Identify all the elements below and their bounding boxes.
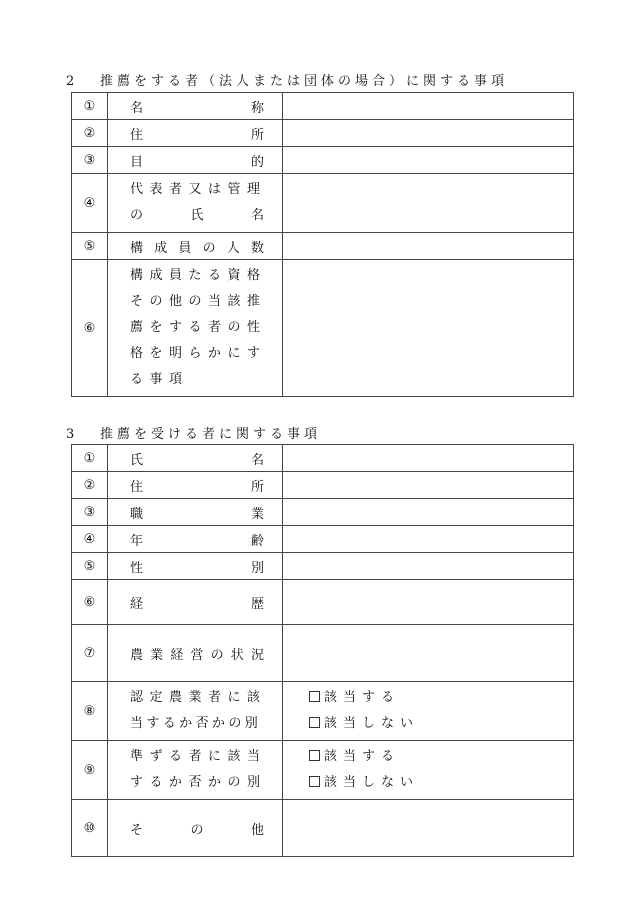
row-label [108,151,282,170]
entry-field[interactable] [283,800,574,857]
table-row [72,526,574,553]
row-number: ① [72,445,108,472]
label-char: 氏 [190,208,204,223]
row-number: ⑤ [72,553,108,580]
row-number: ③ [72,499,108,526]
table-row [72,580,574,625]
row-number: ⑥ [72,260,108,397]
checkbox-icon[interactable] [309,691,320,702]
table-row [72,260,574,397]
row-label [108,644,282,663]
row-number: ⑧ [72,682,108,741]
row-label-line: 薦をする者の性 [130,320,267,335]
table-row [72,625,574,682]
checkbox-icon[interactable] [309,776,320,787]
label-char: そ [130,822,144,838]
table-row [72,147,574,174]
row-label [108,476,282,495]
label-char: 人 [226,240,240,256]
table-row [72,472,574,499]
entry-field[interactable] [283,174,574,233]
label-char: 年 [130,533,144,549]
label-char: 他 [250,822,264,838]
row-number: ⑨ [72,741,108,800]
label-char: 業 [250,506,264,522]
label-char: の [190,822,204,838]
table-row [72,800,574,857]
label-char: 住 [130,127,144,143]
entry-field[interactable] [283,93,574,120]
label-char: 職 [130,506,144,522]
table-row [72,174,574,233]
label-char: 別 [250,560,264,576]
entry-field[interactable] [283,147,574,174]
row-number: ⑤ [72,233,108,260]
row-label [108,124,282,143]
entry-field[interactable] [283,499,574,526]
option-applicable[interactable] [309,685,573,711]
row-label-line: る事項 [130,372,189,387]
row-label-line: 格を明らかにす [130,346,267,361]
label-char: 況 [250,647,264,663]
section-3-number: 3 [66,427,75,442]
section-2-number: 2 [66,74,75,89]
label-char: 名 [250,208,264,223]
row-label-line: 代表者又は管理 [130,182,267,197]
row-label [108,593,282,612]
label-char: 称 [250,100,264,116]
section-2-heading [66,70,508,89]
row-label-line: 準ずる者に該当 [130,749,267,764]
option-label: 該当しない [324,716,420,731]
section-3-heading [66,423,321,442]
checkbox-icon[interactable] [309,750,320,761]
label-char: 農 [130,647,144,663]
label-char: 業 [150,647,164,663]
row-number: ④ [72,174,108,233]
label-char: 状 [230,647,244,663]
option-applicable[interactable] [309,744,573,770]
entry-field[interactable] [283,472,574,499]
entry-field[interactable] [283,625,574,682]
row-label [108,557,282,576]
row-number: ② [72,120,108,147]
row-number: ② [72,472,108,499]
row-label [108,819,282,838]
entry-field[interactable] [283,526,574,553]
label-char: 歴 [250,596,264,612]
entry-field[interactable] [283,580,574,625]
table-row [72,233,574,260]
row-label-line: 当するか否かの別 [130,716,262,731]
label-char: の [130,208,144,223]
option-not-applicable[interactable] [309,711,573,737]
entry-field[interactable] [283,233,574,260]
option-label: 該当する [324,749,401,764]
label-char: 名 [130,100,144,116]
label-char: の [202,240,216,256]
option-not-applicable[interactable] [309,770,573,796]
label-char: 目 [130,154,144,170]
checkbox-icon[interactable] [309,717,320,728]
recommender-table [71,92,574,397]
label-char: 所 [250,479,264,495]
label-char: 住 [130,479,144,495]
row-number: ⑦ [72,625,108,682]
row-label [108,530,282,549]
row-label-line: 認定農業者に該 [130,690,267,705]
row-label-line: 構成員たる資格 [130,268,267,283]
row-number: ① [72,93,108,120]
label-char: 的 [250,154,264,170]
label-char: 数 [250,240,264,256]
row-label-line: その他の当該推 [130,294,267,309]
row-number: ⑥ [72,580,108,625]
row-number: ④ [72,526,108,553]
table-row [72,93,574,120]
label-char: 営 [190,647,204,663]
table-row [72,682,574,741]
row-number: ⑩ [72,800,108,857]
row-label [108,503,282,522]
nominee-table [71,444,574,857]
option-label: 該当しない [324,775,420,790]
table-row [72,445,574,472]
table-row [72,120,574,147]
row-label-line [130,203,264,229]
label-char: 成 [154,240,168,256]
label-char: 名 [250,452,264,468]
label-char: 員 [178,240,192,256]
entry-field[interactable] [283,445,574,472]
section-2-title: 推薦をする者（法人または団体の場合）に関する事項 [100,74,509,89]
section-3-title: 推薦を受ける者に関する事項 [100,427,322,442]
row-number: ③ [72,147,108,174]
label-char: 所 [250,127,264,143]
table-row [72,553,574,580]
label-char: の [210,647,224,663]
row-label [108,97,282,116]
label-char: 氏 [130,452,144,468]
table-row [72,741,574,800]
entry-field[interactable] [283,120,574,147]
row-label [108,449,282,468]
table-row [72,499,574,526]
label-char: 構 [130,240,144,256]
label-char: 齢 [250,533,264,549]
label-char: 経 [130,596,144,612]
entry-field[interactable] [283,260,574,397]
label-char: 経 [170,647,184,663]
entry-field[interactable] [283,553,574,580]
row-label [108,237,282,256]
label-char: 性 [130,560,144,576]
option-label: 該当する [324,690,401,705]
row-label-line: するか否かの別 [130,775,267,790]
